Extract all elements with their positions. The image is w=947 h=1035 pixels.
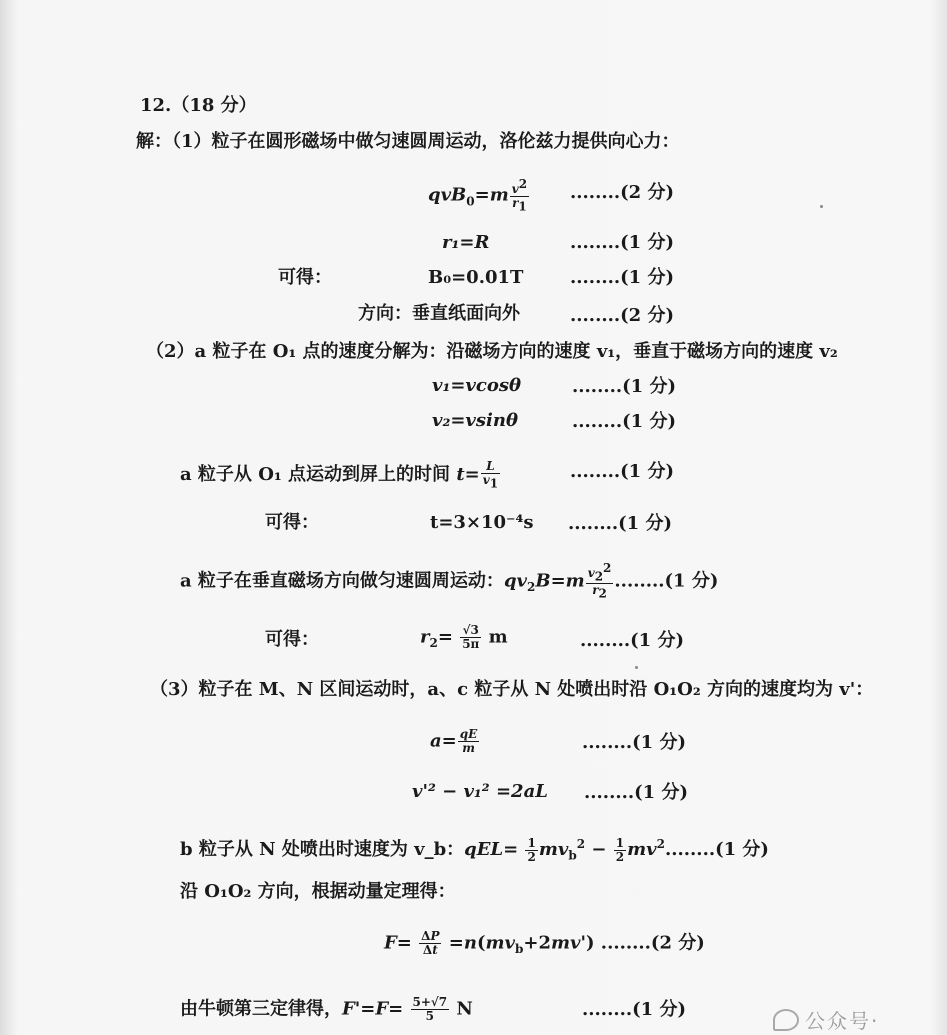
equation-r2: $r_2=$ $\frac{√3}{5\pi}$ m — [420, 623, 508, 651]
equation-force: F= $\frac{\Delta P}{\Delta t}$ $=n(mv_b+2mv')$ ........(2 分) — [384, 929, 705, 957]
equation-v2: v₂=vsinθ — [432, 410, 518, 431]
score-label: ........(1 分) — [614, 570, 719, 592]
part2-circular-text: a 粒子在垂直磁场方向做匀速圆周运动： — [180, 570, 504, 592]
score-label: ........(1 分) — [570, 232, 674, 253]
score-label: ........(1 分) — [582, 732, 686, 753]
paper-speck — [820, 205, 823, 208]
equation-b0: B₀=0.01T — [428, 267, 524, 288]
score-label: ........(1 分) — [584, 782, 688, 803]
part3-newton-text: 由牛顿第三定律得， — [180, 998, 342, 1020]
score-label: ........(2 分) — [570, 182, 674, 203]
part2-intro: （2）a 粒子在 O₁ 点的速度分解为：沿磁场方向的速度 v₁，垂直于磁场方向的速度 v₂ — [146, 341, 838, 362]
equation-lorentz: qvB$_0$=m $\frac{v^2}{r_1}$ — [428, 177, 528, 214]
watermark — [767, 1001, 947, 1035]
label-kede: 可得： — [265, 512, 319, 533]
score-label: ........(1 分) — [580, 630, 684, 651]
part2-circular-line: a 粒子在垂直磁场方向做匀速圆周运动：$qv_2B=m$ $\frac{v_2^2}{r_2}$ ........(1 分) — [180, 561, 719, 601]
score-label: ........(1 分) — [572, 376, 676, 397]
score-label: ........(1 分) — [570, 267, 674, 288]
part2-time-text: a 粒子从 O₁ 点运动到屏上的时间 — [180, 464, 451, 486]
score-label: ........(1 分) — [570, 461, 674, 482]
direction-text: 方向：垂直纸面向外 — [358, 303, 520, 324]
score-label: ........(1 分) — [664, 839, 769, 860]
part3-b-text: b 粒子从 N 处喷出时速度为 v_b： — [180, 839, 465, 860]
score-label: ........(1 分) — [582, 999, 686, 1020]
equation-t: t=3×10⁻⁴s — [430, 512, 534, 533]
part2-time-line: a 粒子从 O₁ 点运动到屏上的时间 t= $\frac{L}{v_1}$ — [180, 459, 499, 491]
equation-r1: r₁=R — [442, 232, 490, 253]
score-label: ........(1 分) — [572, 411, 676, 432]
question-header: 12.（18 分） — [140, 95, 257, 116]
wechat-icon — [773, 1009, 799, 1031]
part3-newton-line: 由牛顿第三定律得，F'=F= $\frac{5+√7}{5}$ N — [180, 995, 473, 1023]
equation-kinematics: v'² − v₁² =2aL — [412, 781, 548, 802]
part3-intro: （3）粒子在 M、N 区间运动时，a、c 粒子从 N 处喷出时沿 O₁O₂ 方向的速度均为 v'： — [150, 679, 874, 700]
score-label: ........(1 分) — [568, 513, 672, 534]
score-label: ........(2 分) — [600, 932, 705, 954]
label-kede: 可得： — [278, 267, 332, 288]
watermark-text: 公众号· — [805, 1009, 880, 1033]
paper-speck — [635, 666, 638, 669]
part3-energy-line: b 粒子从 N 处喷出时速度为 v_b：qEL= $\frac{1}{2}$ $mv_b^2$ − $\frac{1}{2}$ $mv^2........(1$ 分) — [180, 835, 769, 864]
part1-intro: 解：（1）粒子在圆形磁场中做匀速圆周运动，洛伦兹力提供向心力： — [136, 131, 680, 152]
part3-momentum-text: 沿 O₁O₂ 方向，根据动量定理得： — [180, 881, 456, 902]
equation-accel: a= $\frac{qE}{m}$ — [430, 727, 478, 755]
label-kede: 可得： — [265, 629, 319, 650]
equation-v1: v₁=vcosθ — [432, 375, 521, 396]
score-label: ........(2 分) — [570, 305, 674, 326]
